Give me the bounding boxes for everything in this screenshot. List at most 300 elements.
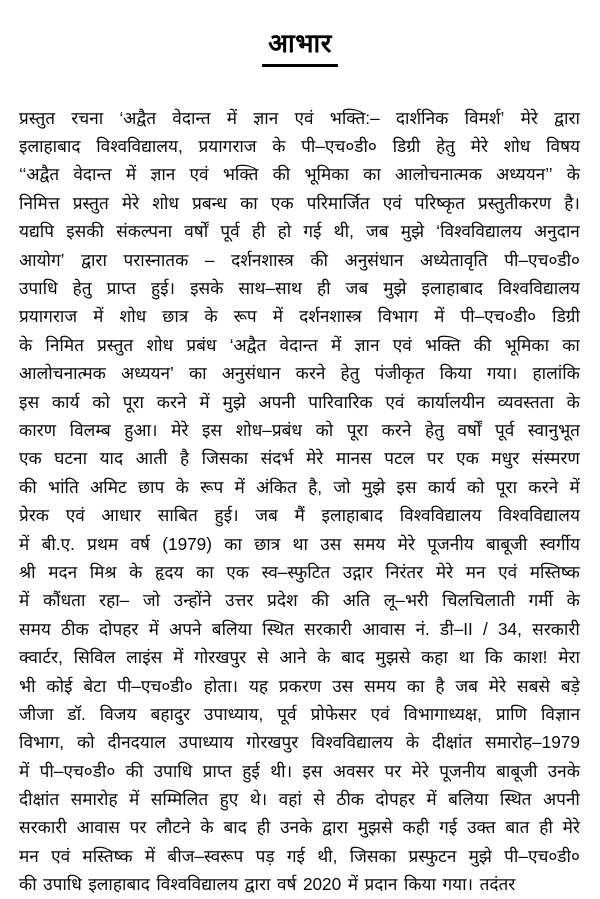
body-word: में: [144, 845, 156, 866]
body-word: मधुर: [491, 448, 520, 469]
body-word: में: [347, 874, 358, 895]
body-word: एवं: [189, 164, 209, 185]
body-word: मुझसे: [375, 647, 411, 668]
body-word: बलिया: [211, 618, 253, 639]
body-line: [19, 359, 580, 387]
body-word: सम्मिलित: [150, 789, 209, 810]
body-word: मुझसे: [357, 817, 393, 838]
body-word: विश्वविद्यालय: [399, 505, 482, 526]
body-word: मुझे: [383, 278, 407, 299]
body-word: है: [179, 448, 190, 469]
body-word: संकल्पना: [116, 221, 173, 242]
body-word: होता।: [203, 675, 239, 696]
body-word: श्री: [19, 561, 36, 582]
body-word: में: [226, 107, 238, 128]
body-word: आलोचनात्मक: [395, 164, 482, 185]
body-word: डॉ.: [67, 703, 86, 724]
body-word: गर्मी: [528, 590, 553, 611]
body-word: हुई: [242, 760, 260, 781]
body-word: एक: [456, 448, 479, 469]
body-word: था: [458, 647, 475, 668]
body-line: [19, 132, 580, 160]
body-word: कार्य: [427, 476, 456, 497]
body-word: गया।: [486, 363, 518, 384]
body-word: उद्गार: [342, 561, 373, 582]
body-word: उत्तर: [225, 590, 254, 611]
body-word: प्रयागराज: [19, 306, 78, 327]
body-word: की: [473, 334, 492, 355]
body-word: प्रयागराज: [198, 136, 257, 157]
body-line: [19, 217, 580, 245]
body-word: है।: [564, 192, 580, 213]
body-word: द्वारा: [244, 874, 271, 895]
body-word: प्रदान: [364, 874, 398, 895]
body-word: को: [315, 420, 334, 440]
body-word: समय: [364, 675, 396, 696]
body-word: का: [240, 192, 258, 213]
body-word: जब: [345, 278, 369, 299]
body-word: प्राणि: [495, 703, 527, 724]
body-word: प्रस्फुटन: [408, 845, 457, 866]
body-word: विभागाध्यक्ष,: [403, 703, 482, 724]
body-word: भक्ति: [222, 164, 259, 185]
body-word: गई: [439, 817, 458, 838]
body-line: [19, 160, 580, 188]
body-word: पी–एच०डी०: [460, 306, 537, 327]
page-title: आभार: [262, 29, 338, 67]
body-word: दर्शनशास्त्र: [231, 249, 294, 270]
body-word: द्वारा: [81, 249, 107, 270]
body-word: मुझे: [222, 391, 246, 412]
body-word: हुई।: [150, 278, 176, 299]
body-word: कौंधता: [42, 590, 86, 611]
body-word: गई: [286, 845, 305, 866]
body-word: ही: [251, 221, 266, 242]
body-word: शोध–प्रबंध: [235, 420, 303, 440]
body-word: वर्षों: [457, 420, 482, 440]
body-line: [19, 757, 580, 785]
body-line: [19, 586, 580, 614]
body-word: बड़े: [560, 675, 580, 696]
body-word: जो: [142, 590, 161, 611]
body-word: को: [466, 476, 485, 497]
body-word: मेरे: [562, 817, 580, 838]
body-word: समय: [19, 618, 51, 639]
body-word: जो: [333, 476, 351, 497]
body-word: ठीक: [61, 618, 89, 639]
body-word: उपाध्याय: [178, 732, 234, 753]
body-word: रचना: [71, 107, 104, 128]
body-word: प्रबन्ध: [192, 192, 228, 213]
body-word: –: [204, 249, 215, 270]
body-word: उनके: [280, 817, 313, 838]
body-word: के: [566, 590, 580, 611]
body-word: मेरे: [520, 107, 538, 128]
body-word: स्थित: [499, 789, 532, 810]
body-word: है: [435, 675, 445, 696]
body-word: बाबूजी: [486, 533, 528, 554]
body-word: विषय: [546, 136, 580, 157]
body-word: भांति: [47, 476, 79, 497]
body-word: उपाधि: [19, 278, 58, 299]
body-word: परिमार्जित: [306, 192, 370, 213]
body-word: में: [234, 476, 245, 497]
body-line: [19, 728, 580, 756]
body-line: [19, 530, 580, 558]
body-word: पर: [129, 817, 147, 838]
body-word: उस: [320, 533, 342, 554]
body-word: प्रथम: [87, 533, 119, 554]
body-word: छात्र: [254, 533, 281, 554]
body-word: भूमिका: [304, 164, 349, 185]
body-word: आयोग’: [19, 249, 65, 270]
body-word: समारोह: [70, 789, 118, 810]
body-word: विश्वविद्यालय,: [96, 136, 183, 157]
body-word: उपाधि: [153, 760, 193, 781]
body-word: निमित: [45, 334, 84, 355]
body-word: की: [19, 476, 37, 497]
body-word: पंजीकृत: [374, 363, 425, 384]
body-word: डिग्री: [392, 136, 421, 157]
body-word: अनुदान: [534, 221, 580, 242]
body-line: [19, 700, 580, 728]
body-word: पारिवारिक: [308, 391, 373, 412]
body-line: [19, 558, 580, 586]
body-word: गया।: [442, 874, 474, 895]
body-word: बेटा: [83, 675, 107, 696]
body-word: में: [19, 760, 30, 781]
body-word: भूमिका: [504, 334, 550, 355]
document-body: [0, 85, 600, 899]
body-word: 2020: [302, 874, 342, 895]
body-word: साथ–साथ: [238, 278, 303, 299]
body-word: भक्ति:–: [329, 107, 380, 128]
body-word: मिश्र: [89, 561, 117, 582]
body-word: स्व–स्फुटित: [261, 561, 331, 582]
body-word: लाइंस: [126, 647, 163, 668]
body-line: [19, 870, 580, 898]
body-word: आलोचनात्मक: [19, 363, 106, 384]
body-word: पी–एच०डी०: [301, 136, 377, 157]
body-word: समारोह–1979: [485, 732, 580, 753]
body-word: ‘अद्वैत: [229, 334, 267, 355]
body-word: प्राप्त: [202, 760, 232, 781]
body-word: के: [405, 732, 420, 753]
body-word: प्रस्तुतीकरण: [477, 192, 552, 213]
body-word: पर: [426, 448, 444, 469]
body-word: में: [129, 789, 140, 810]
body-word: मैं: [294, 505, 305, 526]
body-word: जब: [255, 505, 278, 526]
body-word: पी–एच०डी०: [117, 675, 193, 696]
body-word: एवं: [51, 845, 71, 866]
body-word: अमिट: [90, 476, 127, 497]
title-block: [0, 0, 600, 85]
body-word: पूजनीय: [427, 533, 474, 554]
body-word: पूरा: [495, 476, 518, 497]
body-word: उनके: [547, 760, 580, 781]
body-word: थे।: [249, 789, 268, 810]
body-word: वर्षों: [184, 221, 209, 242]
body-word: लू–भरी: [383, 590, 429, 611]
body-word: अध्येतावृति: [420, 249, 488, 270]
body-word: वर्ष: [276, 874, 297, 895]
body-line: [19, 416, 580, 444]
body-word: के: [317, 647, 331, 668]
body-word: शोध: [119, 306, 147, 327]
body-line: [19, 643, 580, 671]
body-word: मुझे: [468, 845, 492, 866]
body-word: अति: [342, 590, 371, 611]
body-word: उपाधि: [43, 874, 82, 895]
body-word: संदर्भ: [260, 448, 294, 469]
body-word: बलिया: [448, 789, 489, 810]
body-line: [19, 842, 580, 870]
body-word: में: [434, 306, 445, 327]
body-word: इसकी: [66, 221, 104, 242]
body-word: इलाहाबाद: [88, 874, 150, 895]
body-word: मदन: [48, 561, 78, 582]
body-line: [19, 813, 580, 841]
body-word: यद्यपि: [19, 221, 55, 242]
body-word: विश्वविद्यालय: [498, 278, 580, 299]
body-word: दार्शनिक: [395, 107, 449, 128]
body-word: ज्ञान: [150, 164, 176, 185]
body-word: एक: [226, 561, 249, 582]
body-word: ज्ञान: [253, 107, 279, 128]
body-word: ज्ञान: [354, 334, 380, 355]
body-word: को: [76, 732, 95, 753]
body-word: तदंतर: [479, 874, 516, 895]
body-word: समय: [353, 533, 386, 554]
body-word: जीजा: [19, 703, 54, 724]
body-word: ठीक: [336, 789, 364, 810]
body-word: परास्नातक: [123, 249, 189, 270]
body-word: मुझे: [400, 221, 425, 242]
body-word: वहां: [278, 789, 302, 810]
body-word: सरकारी: [19, 817, 67, 838]
body-word: एवं: [498, 561, 518, 582]
body-word: 34,: [497, 618, 522, 639]
body-word: स्थित: [262, 618, 294, 639]
body-word: का: [562, 334, 580, 355]
body-word: विभाग: [377, 306, 419, 327]
body-word: मस्तिष्क: [82, 845, 133, 866]
body-word: का: [188, 363, 207, 384]
body-word: ‘‘अद्वैत: [19, 164, 60, 185]
body-word: हुई।: [214, 505, 239, 526]
body-word: डी–II: [440, 618, 473, 639]
body-word: अपने: [169, 618, 202, 639]
body-word: में: [125, 164, 137, 185]
body-word: का: [224, 533, 242, 554]
body-word: किया: [439, 363, 472, 384]
body-word: पूर्व: [494, 420, 515, 440]
body-line: [19, 388, 580, 416]
body-word: कि: [484, 647, 503, 668]
body-word: में: [199, 391, 210, 412]
body-word: ही: [256, 817, 271, 838]
body-word: एवं: [385, 391, 405, 412]
body-line: [19, 104, 580, 132]
body-word: इलाहाबाद: [321, 505, 384, 526]
body-word: बी.ए.: [41, 533, 75, 554]
body-word: मेरा: [558, 647, 580, 668]
body-word: मेरे: [435, 561, 454, 582]
body-word: /: [482, 618, 488, 639]
body-word: पूरा: [346, 420, 369, 440]
body-word: अनुसंधान: [344, 249, 404, 270]
body-word: आने: [279, 647, 307, 668]
body-word: थी,: [333, 221, 354, 242]
body-word: एवं: [382, 192, 402, 213]
body-word: व्यवस्तता: [497, 391, 554, 412]
body-word: यह: [248, 675, 269, 696]
body-line: [19, 246, 580, 274]
body-word: कहा: [421, 647, 448, 668]
body-word: में: [426, 789, 437, 810]
body-line: [19, 473, 580, 501]
body-word: प्रकरण: [278, 675, 322, 696]
body-word: इलाहाबाद: [19, 136, 81, 157]
body-word: उक्त: [467, 817, 496, 838]
body-word: से: [256, 647, 269, 668]
body-word: इस: [201, 420, 223, 440]
body-word: छाप: [137, 476, 165, 497]
body-word: अवसर: [332, 760, 375, 781]
body-word: के: [272, 136, 286, 157]
body-word: मानस: [335, 448, 372, 469]
body-word: पूर्व: [220, 221, 240, 242]
body-word: वेदान्त: [73, 164, 112, 185]
body-word: स्वानुभूत: [527, 420, 580, 440]
body-word: की: [19, 874, 37, 895]
body-word: जब: [366, 221, 389, 242]
body-word: हो: [277, 221, 292, 242]
body-word: द्वारा: [322, 817, 348, 838]
body-word: ‘अद्वैत: [119, 107, 157, 128]
body-word: प्रबंध: [186, 334, 217, 355]
body-word: मन: [465, 561, 486, 582]
body-word: कही: [402, 817, 430, 838]
body-word: चिलचिलाती: [442, 590, 515, 611]
body-word: सरकारी: [532, 618, 580, 639]
body-word: निरंतर: [385, 561, 424, 582]
body-line: [19, 274, 580, 302]
body-word: मेरे: [121, 192, 140, 213]
body-word: सरकारी: [304, 618, 352, 639]
body-word: मेरे: [488, 675, 507, 696]
body-word: कोई: [46, 675, 73, 696]
body-word: गई: [303, 221, 322, 242]
body-word: हुआ।: [124, 420, 158, 440]
body-word: ही: [317, 278, 331, 299]
body-word: आवास: [76, 817, 120, 838]
body-word: परिष्कृत: [414, 192, 465, 213]
body-word: एक: [19, 448, 42, 469]
body-word: पर: [384, 760, 402, 781]
body-line: [19, 444, 580, 472]
body-word: में: [19, 590, 30, 611]
body-word: विश्वविद्यालय: [311, 732, 393, 753]
body-word: पूजनीय: [439, 760, 486, 781]
body-word: में: [93, 306, 104, 327]
body-word: दोपहर: [98, 618, 139, 639]
body-word: में: [330, 334, 342, 355]
body-word: बाबूजी: [496, 760, 538, 781]
body-word: के: [129, 561, 143, 582]
body-word: की: [125, 760, 144, 781]
body-word: गोरखपुर: [246, 732, 299, 753]
body-line: [19, 672, 580, 700]
body-word: इलाहाबाद: [421, 278, 484, 299]
body-word: के: [204, 306, 218, 327]
body-word: डिग्री: [552, 306, 580, 327]
body-word: प्रेरक: [19, 505, 50, 526]
body-word: अपनी: [258, 391, 296, 412]
body-word: की: [311, 590, 330, 611]
body-word: मस्तिष्क: [529, 561, 580, 582]
body-word: मुझे: [361, 476, 386, 497]
body-word: काश!: [513, 647, 548, 668]
body-word: मेरे: [470, 136, 488, 157]
body-word: पूरा: [122, 391, 144, 412]
body-word: एक: [270, 192, 294, 213]
body-word: विज्ञान: [540, 703, 580, 724]
body-word: एवं: [370, 703, 390, 724]
body-word: आधार: [101, 505, 142, 526]
body-word: थी,: [317, 845, 338, 866]
body-word: इस: [302, 760, 323, 781]
body-word: में: [19, 533, 30, 554]
body-word: अंकित: [256, 476, 297, 497]
body-word: इसके: [190, 278, 224, 299]
body-word: अपनी: [542, 789, 580, 810]
body-word: में: [148, 618, 159, 639]
body-word: किया: [403, 874, 436, 895]
body-word: साबित: [157, 505, 198, 526]
body-word: उन्होंने: [173, 590, 212, 611]
body-word: के: [200, 817, 214, 838]
body-word: करने: [381, 420, 412, 440]
body-word: नं.: [415, 618, 430, 639]
body-word: लौटने: [156, 817, 191, 838]
body-word: करने: [156, 391, 187, 412]
body-word: थी।: [270, 760, 293, 781]
body-word: दीनदयाल: [107, 732, 166, 753]
body-word: विलम्ब: [69, 420, 111, 440]
body-word: गोरखपुर: [194, 647, 247, 668]
body-word: विभाग,: [19, 732, 64, 753]
body-word: में: [272, 306, 284, 327]
body-word: शोध: [152, 192, 179, 213]
body-word: (1979): [162, 533, 212, 554]
body-word: इस: [19, 391, 40, 412]
body-word: आती: [135, 448, 168, 469]
body-word: जिसका: [349, 845, 397, 866]
body-word: की: [310, 249, 328, 270]
body-word: करने: [295, 363, 326, 384]
body-word: पटल: [384, 448, 415, 469]
body-word: प्रस्तुत: [19, 107, 56, 128]
body-word: पी–एच०डी०: [39, 760, 116, 781]
body-word: घटना: [54, 448, 88, 469]
body-word: प्रोफेसर: [310, 703, 357, 724]
body-word: का: [363, 164, 381, 185]
body-word: बात: [505, 817, 530, 838]
body-word: विश्वविद्यालय: [156, 874, 239, 895]
body-word: हुए: [219, 789, 239, 810]
